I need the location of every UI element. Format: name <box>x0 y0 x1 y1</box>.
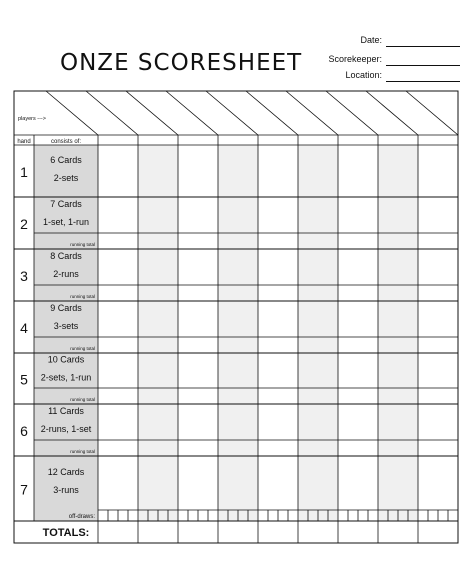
score-cell[interactable] <box>418 301 458 353</box>
totals-label: TOTALS: <box>42 527 90 539</box>
score-cell[interactable] <box>258 197 298 249</box>
score-cell[interactable] <box>218 145 258 197</box>
round-cards-label: 11 Cards <box>48 406 84 416</box>
score-cell[interactable] <box>178 197 218 249</box>
round-requirement-label: 2-runs, 1-set <box>40 424 92 434</box>
score-cell[interactable] <box>378 197 418 249</box>
total-cell[interactable] <box>258 521 298 543</box>
score-cell[interactable] <box>218 404 258 456</box>
score-cell[interactable] <box>338 404 378 456</box>
scorekeeper-label: Scorekeeper: <box>328 54 382 64</box>
running-total-label: running total <box>70 397 95 402</box>
player-name-cell[interactable] <box>98 91 138 135</box>
score-cell[interactable] <box>298 249 338 301</box>
score-cell[interactable] <box>418 249 458 301</box>
score-cell[interactable] <box>178 249 218 301</box>
score-cell[interactable] <box>378 145 418 197</box>
hand-number: 6 <box>20 423 28 439</box>
round-requirement-label: 2-sets, 1-run <box>40 372 92 383</box>
running-total-label: running total <box>70 294 95 299</box>
hand-header: hand <box>17 139 31 145</box>
player-name-cell[interactable] <box>298 91 338 135</box>
score-cell[interactable] <box>178 353 218 404</box>
player-name-cell[interactable] <box>258 91 298 135</box>
score-cell[interactable] <box>138 197 178 249</box>
round-cards-label: 8 Cards <box>50 251 82 261</box>
score-cell[interactable] <box>418 197 458 249</box>
round-label-shade <box>34 145 98 197</box>
score-cell[interactable] <box>178 404 218 456</box>
score-cell[interactable] <box>178 301 218 353</box>
round-requirement-label: 2-sets <box>53 173 79 183</box>
round-requirement-label: 3-runs <box>53 485 79 495</box>
score-cell[interactable] <box>178 145 218 197</box>
score-cell[interactable] <box>258 145 298 197</box>
round-requirement-label: 2-runs <box>53 269 79 279</box>
location-label: Location: <box>345 70 382 80</box>
total-cell[interactable] <box>218 521 258 543</box>
score-cell[interactable] <box>98 301 138 353</box>
hand-number: 1 <box>20 164 28 180</box>
score-cell[interactable] <box>338 145 378 197</box>
hand-number: 2 <box>20 216 28 232</box>
round-requirement-label: 3-sets <box>53 321 79 331</box>
score-cell[interactable] <box>298 404 338 456</box>
total-cell[interactable] <box>378 521 418 543</box>
score-cell[interactable] <box>298 145 338 197</box>
round-cards-label: 6 Cards <box>50 155 82 165</box>
round-cards-label: 7 Cards <box>50 199 82 209</box>
score-cell[interactable] <box>338 197 378 249</box>
score-cell[interactable] <box>378 301 418 353</box>
score-cell[interactable] <box>98 404 138 456</box>
running-total-label: running total <box>70 449 95 454</box>
score-cell[interactable] <box>298 353 338 404</box>
round-cards-label: 12 Cards <box>47 467 85 477</box>
score-cell[interactable] <box>218 353 258 404</box>
score-cell[interactable] <box>258 301 298 353</box>
score-cell[interactable] <box>98 249 138 301</box>
score-cell[interactable] <box>418 145 458 197</box>
score-cell[interactable] <box>218 197 258 249</box>
round-requirement-label: 1-set, 1-run <box>42 217 90 227</box>
player-name-cell[interactable] <box>178 91 218 135</box>
running-total-label: running total <box>70 346 95 351</box>
score-cell[interactable] <box>218 301 258 353</box>
score-cell[interactable] <box>138 249 178 301</box>
player-header-diagonal <box>46 91 98 135</box>
score-cell[interactable] <box>298 301 338 353</box>
total-cell[interactable] <box>418 521 458 543</box>
hand-number: 3 <box>20 268 28 284</box>
total-cell[interactable] <box>338 521 378 543</box>
score-cell[interactable] <box>138 145 178 197</box>
total-cell[interactable] <box>98 521 138 543</box>
players-header-label: players ---> <box>18 116 46 122</box>
off-draws-label: off-draws: <box>68 514 95 520</box>
score-cell[interactable] <box>138 353 178 404</box>
score-cell[interactable] <box>98 145 138 197</box>
score-cell[interactable] <box>338 353 378 404</box>
player-name-cell[interactable] <box>338 91 378 135</box>
score-cell[interactable] <box>378 353 418 404</box>
score-cell[interactable] <box>418 353 458 404</box>
round-cards-label: 10 Cards <box>47 354 85 365</box>
player-name-cell[interactable] <box>378 91 418 135</box>
total-cell[interactable] <box>138 521 178 543</box>
score-cell[interactable] <box>218 249 258 301</box>
score-cell[interactable] <box>138 301 178 353</box>
player-name-cell[interactable] <box>218 91 258 135</box>
score-cell[interactable] <box>258 249 298 301</box>
round-cards-label: 9 Cards <box>50 303 82 313</box>
hand-number: 7 <box>20 481 28 498</box>
score-cell[interactable] <box>258 404 298 456</box>
score-cell[interactable] <box>418 404 458 456</box>
date-label: Date: <box>360 35 382 45</box>
consists-of-header: consists of: <box>50 139 82 145</box>
sheet-title: ONZE SCORESHEET <box>60 50 303 76</box>
player-name-cell[interactable] <box>138 91 178 135</box>
player-name-cell[interactable] <box>418 91 458 135</box>
score-cell[interactable] <box>338 249 378 301</box>
score-cell[interactable] <box>138 404 178 456</box>
total-cell[interactable] <box>298 521 338 543</box>
score-cell[interactable] <box>98 353 138 404</box>
total-cell[interactable] <box>178 521 218 543</box>
hand-number: 4 <box>20 320 28 336</box>
score-cell[interactable] <box>298 197 338 249</box>
hand-number: 5 <box>20 371 28 388</box>
running-total-label: running total <box>70 242 95 247</box>
score-cell[interactable] <box>378 249 418 301</box>
score-cell[interactable] <box>338 301 378 353</box>
score-cell[interactable] <box>378 404 418 456</box>
score-cell[interactable] <box>98 197 138 249</box>
score-cell[interactable] <box>258 353 298 404</box>
